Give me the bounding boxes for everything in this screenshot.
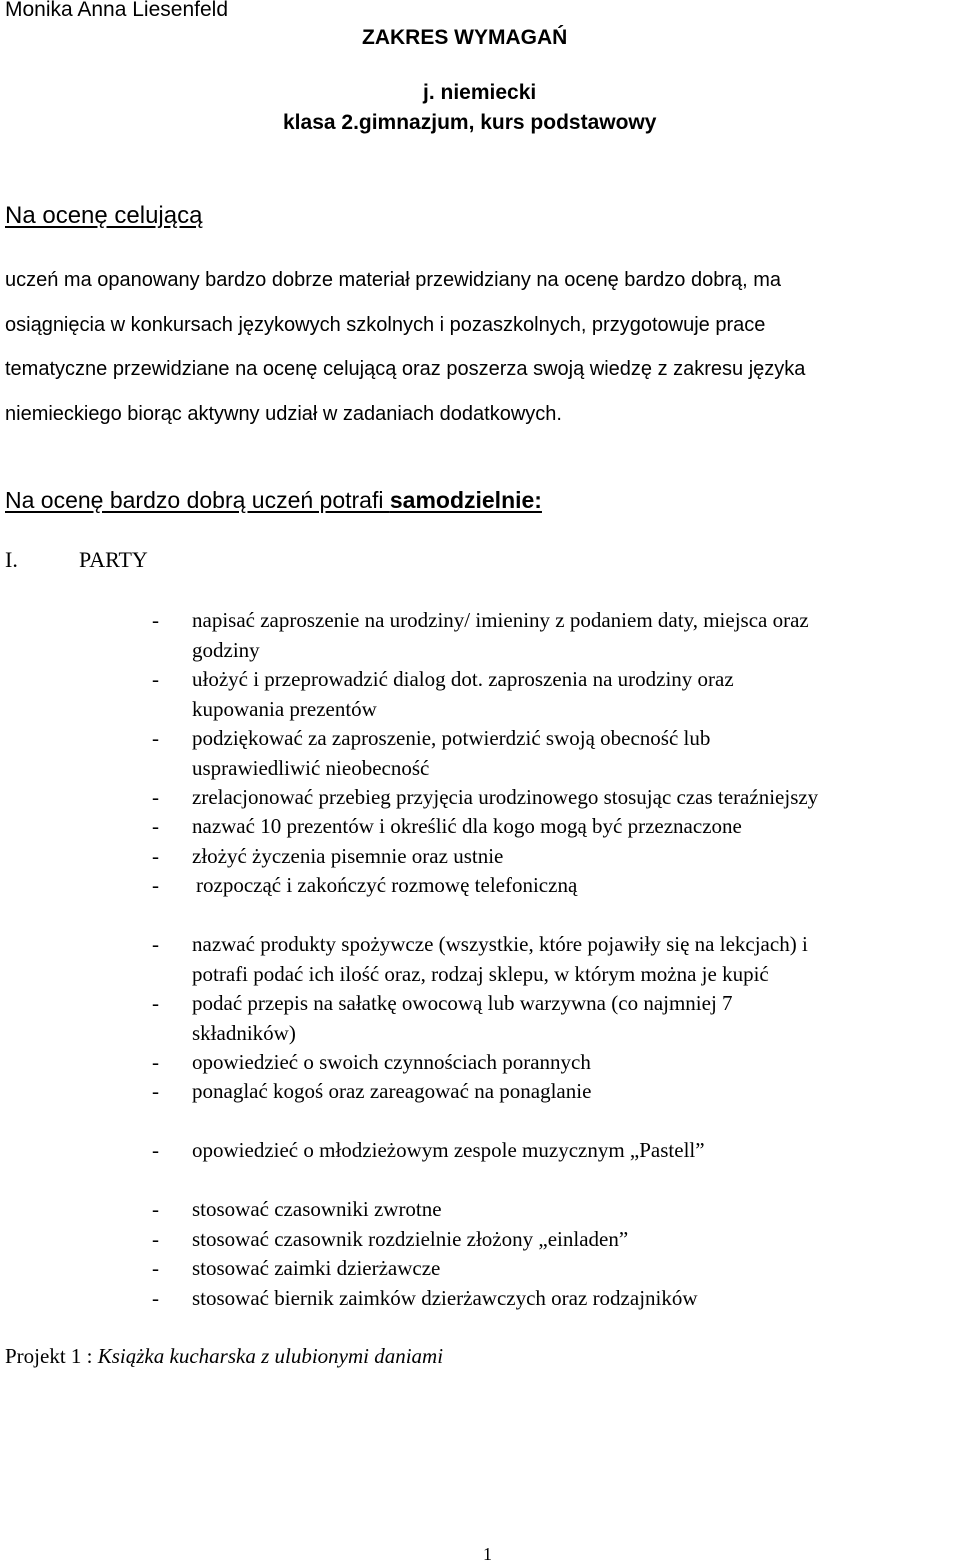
list-dash: - xyxy=(152,785,159,809)
list-dash: - xyxy=(152,667,159,691)
heading-celujaca: Na ocenę celującą xyxy=(5,202,203,229)
list-item-text: opowiedzieć o młodzieżowym zespole muzycznym „Pastell” xyxy=(192,1138,705,1162)
class-info: klasa 2.gimnazjum, kurs podstawowy xyxy=(283,111,657,134)
list-dash: - xyxy=(152,1197,159,1221)
list-dash: - xyxy=(152,814,159,838)
list-dash: - xyxy=(152,932,159,956)
paragraph-line: osiągnięcia w konkursach językowych szkolnych i pozaszkolnych, przygotowuje prace xyxy=(5,313,766,336)
paragraph-line: tematyczne przewidziane na ocenę celującą oraz poszerza swoją wiedzę z zakresu języka xyxy=(5,358,806,380)
heading-bardzo-dobra-text: Na ocenę bardzo dobrą uczeń potrafi xyxy=(5,487,390,513)
paragraph-line: uczeń ma opanowany bardzo dobrze materiał przewidziany na ocenę bardzo dobrą, ma xyxy=(5,269,782,291)
section-title: PARTY xyxy=(79,547,148,572)
list-dash: - xyxy=(152,1286,159,1310)
section-heading xyxy=(5,547,148,573)
paragraph-line: niemieckiego biorąc aktywny udział w zadaniach dodatkowych. xyxy=(5,402,562,425)
page-number: 1 xyxy=(483,1544,492,1564)
list-item-text: usprawiedliwić nieobecność xyxy=(192,755,430,780)
list-item-text: rozpocząć i zakończyć rozmowę telefoniczną xyxy=(196,873,578,897)
project-title: Książka kucharska z ulubionymi daniami xyxy=(97,1344,444,1368)
list-item-text: składników) xyxy=(192,1020,296,1045)
list-dash: - xyxy=(152,873,159,897)
subject-label: j. niemiecki xyxy=(423,81,537,104)
list-item-text: podziękować za zaproszenie, potwierdzić swoją obecność lub xyxy=(192,726,711,750)
list-item-text: ponaglać kogoś oraz zareagować na ponaglanie xyxy=(192,1079,592,1103)
heading-bardzo-dobra xyxy=(5,487,542,514)
list-dash: - xyxy=(152,726,159,750)
document-title: ZAKRES WYMAGAŃ xyxy=(362,26,568,49)
project-line xyxy=(5,1344,443,1369)
list-item-text: ułożyć i przeprowadzić dialog dot. zaproszenia na urodziny oraz xyxy=(192,667,734,691)
list-item-text: nazwać 10 prezentów i określić dla kogo mogą być przeznaczone xyxy=(192,814,742,838)
list-item-text: potrafi podać ich ilość oraz, rodzaj sklepu, w którym można je kupić xyxy=(192,961,769,986)
list-dash: - xyxy=(152,991,159,1015)
list-item-text: kupowania prezentów xyxy=(192,696,377,721)
list-item-text: podać przepis na sałatkę owocową lub warzywna (co najmniej 7 xyxy=(192,991,733,1015)
list-dash: - xyxy=(152,1256,159,1280)
author-name: Monika Anna Liesenfeld xyxy=(5,0,228,21)
list-dash: - xyxy=(152,608,159,632)
heading-bardzo-dobra-strong: samodzielnie: xyxy=(389,487,542,513)
list-dash: - xyxy=(152,844,159,868)
project-label: Projekt 1 : xyxy=(5,1344,98,1368)
list-item-text: stosować czasownik rozdzielnie złożony „einladen” xyxy=(192,1227,629,1251)
list-item-text: stosować czasowniki zwrotne xyxy=(192,1197,442,1221)
celujaca-paragraph xyxy=(5,258,955,436)
list-dash: - xyxy=(152,1079,159,1103)
list-item-text: opowiedzieć o swoich czynnościach porannych xyxy=(192,1050,591,1074)
list-item-text: godziny xyxy=(192,637,260,662)
list-dash: - xyxy=(152,1050,159,1074)
list-item-text: stosować zaimki dzierżawcze xyxy=(192,1256,441,1280)
list-item-text: nazwać produkty spożywcze (wszystkie, które pojawiły się na lekcjach) i xyxy=(192,932,808,956)
list-item-text: napisać zaproszenie na urodziny/ imieniny z podaniem daty, miejsca oraz xyxy=(192,608,809,632)
list-item-text: złożyć życzenia pisemnie oraz ustnie xyxy=(192,844,504,868)
section-number: I. xyxy=(5,547,18,572)
list-item-text: stosować biernik zaimków dzierżawczych oraz rodzajników xyxy=(192,1286,698,1310)
list-dash: - xyxy=(152,1227,159,1251)
list-dash: - xyxy=(152,1138,159,1162)
list-item-text: zrelacjonować przebieg przyjęcia urodzinowego stosując czas teraźniejszy xyxy=(192,785,819,809)
